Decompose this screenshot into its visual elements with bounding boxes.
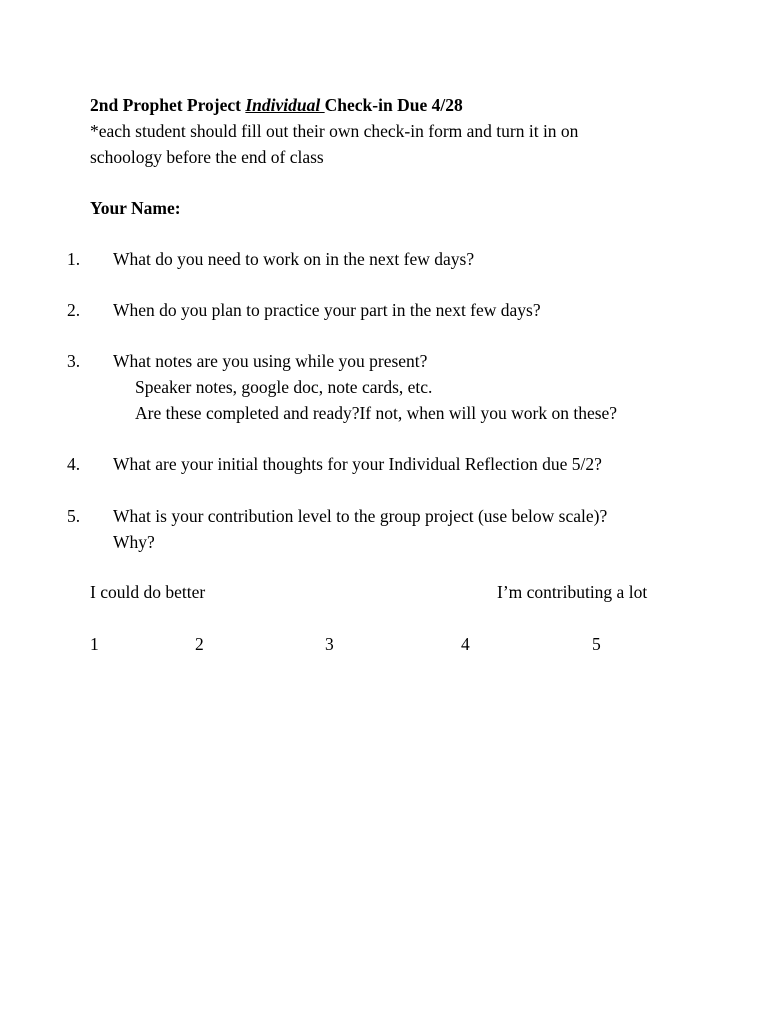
question-3-subline-1: Speaker notes, google doc, note cards, etc.	[135, 377, 433, 397]
title-prefix: 2nd Prophet Project	[90, 95, 246, 115]
question-4-number: 4.	[67, 454, 81, 474]
question-3-number: 3.	[67, 351, 81, 371]
question-1-text: What do you need to work on in the next few days?	[113, 249, 475, 269]
name-label: Your Name:	[90, 198, 181, 218]
title-emphasis: Individual	[245, 95, 325, 115]
scale-value-4: 4	[461, 634, 470, 654]
instructions-line-1: *each student should fill out their own check-in form and turn it in on	[90, 121, 579, 141]
scale-value-3: 3	[325, 634, 334, 654]
scale-value-1: 1	[90, 634, 99, 654]
question-4-text: What are your initial thoughts for your Individual Reflection due 5/2?	[113, 454, 602, 474]
question-1-number: 1.	[67, 249, 81, 269]
question-2-number: 2.	[67, 300, 81, 320]
scale-high-label: I’m contributing a lot	[497, 582, 648, 602]
question-5-text: What is your contribution level to the group project (use below scale)?	[113, 506, 608, 526]
scale-value-2: 2	[195, 634, 204, 654]
question-2-text: When do you plan to practice your part in the next few days?	[113, 300, 541, 320]
instructions-line-2: schoology before the end of class	[90, 147, 324, 167]
question-3-text: What notes are you using while you present?	[113, 351, 428, 371]
scale-low-label: I could do better	[90, 582, 206, 602]
question-3-subline-2: Are these completed and ready?If not, when will you work on these?	[135, 403, 618, 423]
question-5-number: 5.	[67, 506, 81, 526]
document-title	[90, 92, 463, 118]
question-5-text-line-2: Why?	[113, 532, 155, 552]
scale-value-5: 5	[592, 634, 601, 654]
title-suffix: Check-in Due 4/28	[324, 95, 463, 115]
